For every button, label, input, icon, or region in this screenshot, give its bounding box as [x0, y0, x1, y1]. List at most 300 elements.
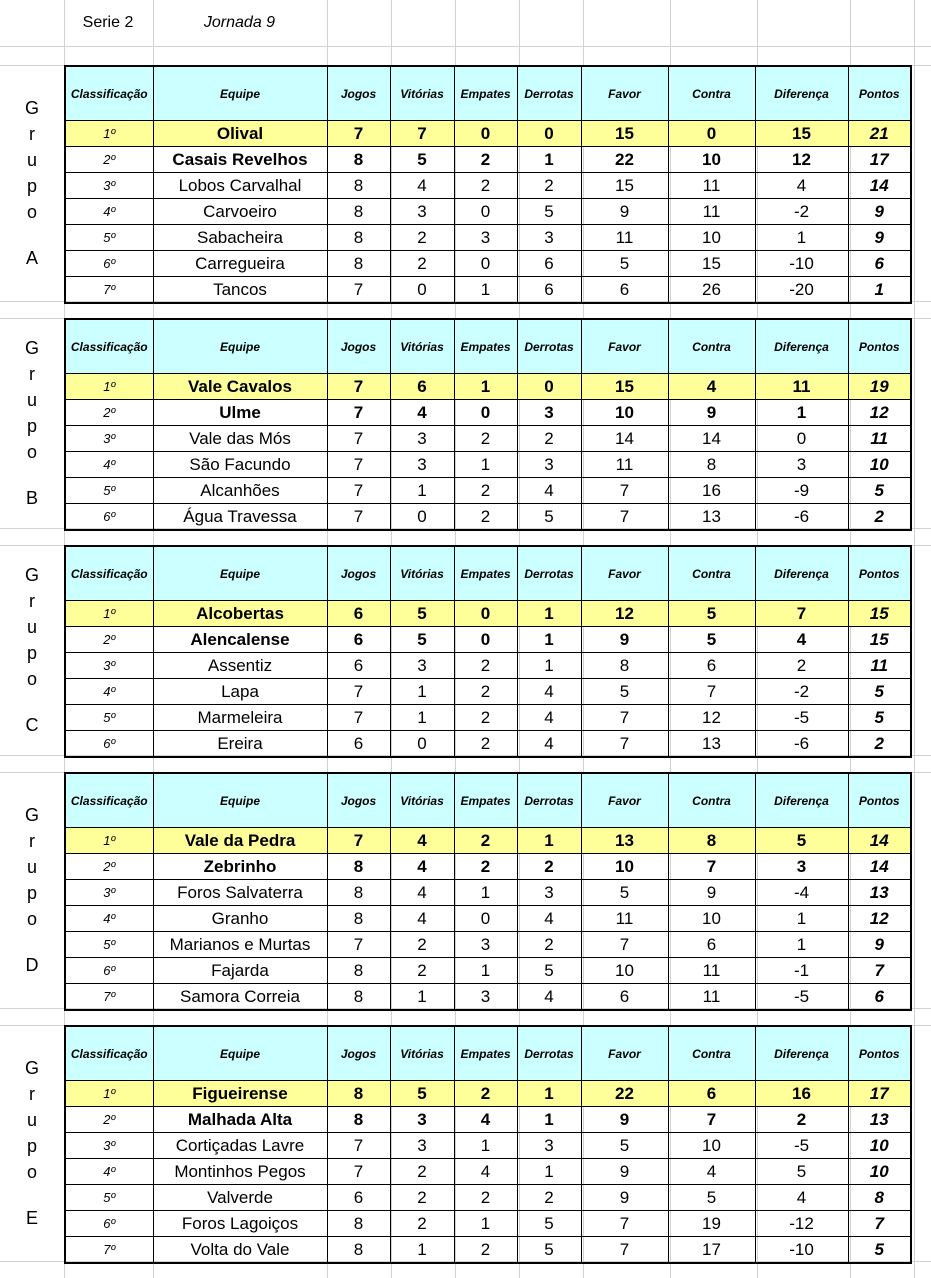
stat-cell: 2 [454, 147, 517, 173]
stat-cell: 8 [581, 653, 668, 679]
serie-label: Serie 2 [82, 14, 134, 31]
stat-cell: 4 [390, 173, 454, 199]
position-cell: 3º [65, 880, 153, 906]
points-cell: 5 [848, 478, 911, 504]
stat-cell: 5 [755, 1159, 848, 1185]
column-header: Empates [454, 546, 517, 601]
stat-cell: 12 [581, 601, 668, 627]
stat-cell: 16 [668, 478, 755, 504]
stat-cell: 4 [454, 1107, 517, 1133]
stat-cell: 8 [327, 906, 390, 932]
stat-cell: 10 [581, 958, 668, 984]
team-name-cell: Alcanhões [153, 478, 327, 504]
table-row [65, 653, 911, 679]
stat-cell: 13 [581, 828, 668, 854]
stat-cell: -9 [755, 478, 848, 504]
stat-cell: 2 [454, 705, 517, 731]
position-cell: 2º [65, 400, 153, 426]
column-header: Equipe [153, 66, 327, 121]
group-label-letter: G [24, 97, 39, 118]
stat-cell: 2 [454, 173, 517, 199]
points-cell: 11 [848, 426, 911, 452]
stat-cell: 1 [517, 1081, 581, 1107]
stat-cell: 3 [755, 854, 848, 880]
stat-cell: 3 [390, 199, 454, 225]
group-label-letter: r [29, 830, 35, 851]
stat-cell: 7 [581, 1237, 668, 1264]
stat-cell: 4 [454, 1159, 517, 1185]
points-cell: 9 [848, 199, 911, 225]
team-name-cell: Vale Cavalos [153, 374, 327, 400]
table-header-row [65, 319, 911, 374]
group-label-letter: u [26, 616, 37, 637]
position-cell: 4º [65, 1159, 153, 1185]
table-row [65, 958, 911, 984]
points-cell: 21 [848, 121, 911, 147]
position-cell: 7º [65, 1237, 153, 1264]
points-cell: 10 [848, 1133, 911, 1159]
column-header: Equipe [153, 546, 327, 601]
stat-cell: 8 [668, 828, 755, 854]
points-cell: 13 [848, 1107, 911, 1133]
stat-cell: 0 [454, 251, 517, 277]
stat-cell: 3 [390, 653, 454, 679]
stat-cell: 17 [668, 1237, 755, 1264]
table-row [65, 400, 911, 426]
stat-cell: 7 [327, 400, 390, 426]
column-header: Derrotas [517, 1026, 581, 1081]
column-header: Favor [581, 546, 668, 601]
stat-cell: 1 [454, 374, 517, 400]
stat-cell: 6 [327, 653, 390, 679]
stat-cell: 7 [581, 705, 668, 731]
position-cell: 1º [65, 121, 153, 147]
column-header: Jogos [327, 1026, 390, 1081]
stat-cell: 5 [581, 1133, 668, 1159]
stat-cell: 1 [390, 705, 454, 731]
position-cell: 4º [65, 452, 153, 478]
group-label [0, 802, 64, 978]
stat-cell: 9 [668, 880, 755, 906]
team-name-cell: Ereira [153, 731, 327, 758]
stat-cell: 11 [581, 906, 668, 932]
stat-cell: 0 [454, 906, 517, 932]
stat-cell: 6 [668, 1081, 755, 1107]
stat-cell: -6 [755, 504, 848, 531]
stat-cell: 11 [668, 958, 755, 984]
group-letter: E [25, 1207, 38, 1228]
stat-cell: 6 [327, 1185, 390, 1211]
points-cell: 6 [848, 251, 911, 277]
stat-cell: -20 [755, 277, 848, 304]
stat-cell: 4 [755, 627, 848, 653]
group-label [0, 335, 64, 511]
column-header: Diferença [755, 319, 848, 374]
stat-cell: 4 [390, 828, 454, 854]
points-cell: 11 [848, 653, 911, 679]
stat-cell: 7 [581, 478, 668, 504]
stat-cell: 4 [517, 478, 581, 504]
stat-cell: 3 [454, 932, 517, 958]
position-cell: 7º [65, 277, 153, 304]
column-header: Pontos [848, 773, 911, 828]
group-letter: A [25, 247, 38, 268]
team-name-cell: Alcobertas [153, 601, 327, 627]
table-header-row [65, 66, 911, 121]
grid-row-line [0, 46, 931, 47]
stat-cell: 5 [668, 627, 755, 653]
position-cell: 3º [65, 426, 153, 452]
group-standings-table [64, 1025, 912, 1264]
stat-cell: 13 [668, 731, 755, 758]
stat-cell: 7 [668, 1107, 755, 1133]
table-row [65, 374, 911, 400]
position-cell: 1º [65, 828, 153, 854]
stat-cell: 7 [327, 121, 390, 147]
stat-cell: 7 [327, 1159, 390, 1185]
group-standings-table [64, 318, 912, 531]
stat-cell: 8 [327, 1211, 390, 1237]
stat-cell: -10 [755, 251, 848, 277]
points-cell: 17 [848, 147, 911, 173]
stat-cell: 2 [755, 653, 848, 679]
column-header: Classificação [65, 1026, 153, 1081]
team-name-cell: Volta do Vale [153, 1237, 327, 1264]
points-cell: 14 [848, 854, 911, 880]
stat-cell: 11 [668, 173, 755, 199]
group-label [0, 1055, 64, 1231]
team-name-cell: Foros Salvaterra [153, 880, 327, 906]
table-row [65, 173, 911, 199]
table-row [65, 880, 911, 906]
position-cell: 5º [65, 932, 153, 958]
group-label-letter: p [26, 415, 37, 436]
team-name-cell: Casais Revelhos [153, 147, 327, 173]
stat-cell: 0 [755, 426, 848, 452]
group-standings-table [64, 772, 912, 1011]
jornada-label: Jornada 9 [203, 14, 276, 31]
group-label-letter: r [29, 1083, 35, 1104]
stat-cell: 5 [581, 880, 668, 906]
team-name-cell: Lapa [153, 679, 327, 705]
position-cell: 3º [65, 173, 153, 199]
stat-cell: 0 [517, 374, 581, 400]
column-header: Derrotas [517, 66, 581, 121]
stat-cell: 4 [517, 984, 581, 1011]
points-cell: 5 [848, 1237, 911, 1264]
stat-cell: 3 [517, 1133, 581, 1159]
position-cell: 7º [65, 984, 153, 1011]
column-header: Pontos [848, 1026, 911, 1081]
stat-cell: 7 [327, 478, 390, 504]
stat-cell: 5 [517, 504, 581, 531]
group-standings-table [64, 65, 912, 304]
stat-cell: 5 [581, 679, 668, 705]
points-cell: 8 [848, 1185, 911, 1211]
column-header: Empates [454, 66, 517, 121]
table-header-row [65, 1026, 911, 1081]
team-name-cell: Lobos Carvalhal [153, 173, 327, 199]
stat-cell: 5 [755, 828, 848, 854]
stat-cell: 3 [454, 984, 517, 1011]
stat-cell: 15 [581, 374, 668, 400]
stat-cell: 4 [517, 906, 581, 932]
stat-cell: 4 [668, 1159, 755, 1185]
stat-cell: 1 [390, 679, 454, 705]
group-label-letter: r [29, 363, 35, 384]
team-name-cell: Marianos e Murtas [153, 932, 327, 958]
column-header: Classificação [65, 546, 153, 601]
stat-cell: 1 [390, 984, 454, 1011]
points-cell: 12 [848, 906, 911, 932]
column-header: Jogos [327, 319, 390, 374]
points-cell: 10 [848, 1159, 911, 1185]
stat-cell: 1 [517, 601, 581, 627]
stat-cell: 14 [581, 426, 668, 452]
stat-cell: 1 [454, 1211, 517, 1237]
stat-cell: 2 [454, 731, 517, 758]
stat-cell: 5 [517, 1211, 581, 1237]
stat-cell: 7 [327, 932, 390, 958]
stat-cell: 2 [454, 653, 517, 679]
group-label-letter: u [26, 149, 37, 170]
group-label-letter: p [26, 882, 37, 903]
stat-cell: 4 [390, 880, 454, 906]
stat-cell: 2 [454, 1237, 517, 1264]
points-cell: 9 [848, 225, 911, 251]
stat-cell: 2 [454, 1185, 517, 1211]
position-cell: 5º [65, 478, 153, 504]
stat-cell: 11 [755, 374, 848, 400]
table-row [65, 984, 911, 1011]
column-header: Favor [581, 66, 668, 121]
stat-cell: 6 [327, 601, 390, 627]
points-cell: 2 [848, 731, 911, 758]
stat-cell: 3 [517, 880, 581, 906]
stat-cell: 7 [581, 1211, 668, 1237]
points-cell: 15 [848, 601, 911, 627]
team-name-cell: Figueirense [153, 1081, 327, 1107]
stat-cell: -10 [755, 1237, 848, 1264]
column-header: Empates [454, 319, 517, 374]
stat-cell: 3 [517, 400, 581, 426]
team-name-cell: Assentiz [153, 653, 327, 679]
column-header: Favor [581, 1026, 668, 1081]
points-cell: 10 [848, 452, 911, 478]
stat-cell: 7 [390, 121, 454, 147]
table-row [65, 504, 911, 531]
stat-cell: 0 [517, 121, 581, 147]
stat-cell: -5 [755, 705, 848, 731]
table-row [65, 1081, 911, 1107]
points-cell: 19 [848, 374, 911, 400]
stat-cell: 9 [581, 1107, 668, 1133]
stat-cell: 15 [668, 251, 755, 277]
stat-cell: 7 [327, 504, 390, 531]
stat-cell: 6 [668, 932, 755, 958]
stat-cell: 2 [454, 1081, 517, 1107]
stat-cell: -2 [755, 199, 848, 225]
stat-cell: 6 [327, 731, 390, 758]
table-row [65, 705, 911, 731]
stat-cell: 0 [454, 627, 517, 653]
column-header: Vitórias [390, 773, 454, 828]
stat-cell: 0 [454, 199, 517, 225]
column-header: Pontos [848, 546, 911, 601]
table-row [65, 199, 911, 225]
stat-cell: 5 [517, 1237, 581, 1264]
team-name-cell: Vale das Mós [153, 426, 327, 452]
stat-cell: 7 [327, 679, 390, 705]
team-name-cell: Carregueira [153, 251, 327, 277]
stat-cell: 11 [581, 225, 668, 251]
team-name-cell: Cortiçadas Lavre [153, 1133, 327, 1159]
points-cell: 6 [848, 984, 911, 1011]
points-cell: 13 [848, 880, 911, 906]
stat-cell: 26 [668, 277, 755, 304]
stat-cell: 0 [668, 121, 755, 147]
stat-cell: 3 [755, 452, 848, 478]
column-header: Classificação [65, 319, 153, 374]
stat-cell: 6 [517, 277, 581, 304]
position-cell: 4º [65, 199, 153, 225]
group-label-letter: G [24, 804, 39, 825]
stat-cell: 6 [581, 277, 668, 304]
stat-cell: 11 [668, 984, 755, 1011]
stat-cell: 13 [668, 504, 755, 531]
stat-cell: 2 [454, 679, 517, 705]
table-row [65, 731, 911, 758]
position-cell: 6º [65, 958, 153, 984]
stat-cell: 6 [517, 251, 581, 277]
column-header: Pontos [848, 66, 911, 121]
group-label-letter: r [29, 590, 35, 611]
stat-cell: 4 [755, 173, 848, 199]
stat-cell: 3 [390, 452, 454, 478]
position-cell: 6º [65, 251, 153, 277]
stat-cell: 1 [755, 932, 848, 958]
stat-cell: 0 [390, 731, 454, 758]
column-header: Contra [668, 1026, 755, 1081]
stat-cell: 5 [581, 251, 668, 277]
stat-cell: 2 [454, 854, 517, 880]
stat-cell: 2 [390, 1159, 454, 1185]
stat-cell: 2 [517, 854, 581, 880]
stat-cell: 2 [390, 251, 454, 277]
stat-cell: 19 [668, 1211, 755, 1237]
stat-cell: 7 [327, 828, 390, 854]
column-header: Contra [668, 66, 755, 121]
stat-cell: -12 [755, 1211, 848, 1237]
stat-cell: 15 [581, 173, 668, 199]
stat-cell: 2 [755, 1107, 848, 1133]
position-cell: 3º [65, 653, 153, 679]
group-label-letter: p [26, 642, 37, 663]
stat-cell: 4 [668, 374, 755, 400]
group-label [0, 95, 64, 271]
stat-cell: 9 [581, 1185, 668, 1211]
column-header: Diferença [755, 1026, 848, 1081]
stat-cell: 2 [517, 426, 581, 452]
stat-cell: 7 [755, 601, 848, 627]
stat-cell: 15 [581, 121, 668, 147]
table-row [65, 679, 911, 705]
points-cell: 7 [848, 958, 911, 984]
stat-cell: 2 [454, 504, 517, 531]
column-header: Vitórias [390, 66, 454, 121]
stat-cell: 7 [327, 1133, 390, 1159]
table-row [65, 251, 911, 277]
points-cell: 14 [848, 828, 911, 854]
column-header: Pontos [848, 319, 911, 374]
team-name-cell: Tancos [153, 277, 327, 304]
stat-cell: 1 [454, 452, 517, 478]
points-cell: 5 [848, 679, 911, 705]
stat-cell: 7 [581, 504, 668, 531]
column-header: Jogos [327, 66, 390, 121]
column-header: Favor [581, 773, 668, 828]
points-cell: 1 [848, 277, 911, 304]
stat-cell: 1 [454, 277, 517, 304]
stat-cell: 10 [581, 400, 668, 426]
table-row [65, 1133, 911, 1159]
stat-cell: 7 [668, 854, 755, 880]
team-name-cell: Granho [153, 906, 327, 932]
stat-cell: 11 [668, 199, 755, 225]
stat-cell: 8 [327, 251, 390, 277]
stat-cell: 1 [390, 1237, 454, 1264]
group-label-letter: G [24, 337, 39, 358]
stat-cell: 4 [517, 679, 581, 705]
table-row [65, 452, 911, 478]
position-cell: 6º [65, 1211, 153, 1237]
position-cell: 2º [65, 627, 153, 653]
column-header: Vitórias [390, 1026, 454, 1081]
stat-cell: 3 [390, 1107, 454, 1133]
stat-cell: -1 [755, 958, 848, 984]
points-cell: 12 [848, 400, 911, 426]
table-header-row [65, 773, 911, 828]
column-header: Derrotas [517, 319, 581, 374]
stat-cell: 1 [755, 225, 848, 251]
position-cell: 1º [65, 374, 153, 400]
column-header: Derrotas [517, 773, 581, 828]
stat-cell: 22 [581, 1081, 668, 1107]
stat-cell: 7 [327, 426, 390, 452]
group-letter: D [25, 954, 39, 975]
stat-cell: 8 [327, 880, 390, 906]
stat-cell: 5 [517, 958, 581, 984]
stat-cell: 7 [327, 277, 390, 304]
stat-cell: 0 [454, 601, 517, 627]
stat-cell: 5 [390, 147, 454, 173]
stat-cell: 4 [390, 400, 454, 426]
team-name-cell: Alencalense [153, 627, 327, 653]
team-name-cell: Fajarda [153, 958, 327, 984]
stat-cell: 8 [327, 147, 390, 173]
stat-cell: 8 [327, 173, 390, 199]
stat-cell: 6 [668, 653, 755, 679]
group-label-letter: o [26, 908, 37, 929]
stat-cell: 8 [327, 1237, 390, 1264]
stat-cell: 1 [390, 478, 454, 504]
stat-cell: 6 [327, 627, 390, 653]
position-cell: 6º [65, 504, 153, 531]
team-name-cell: Malhada Alta [153, 1107, 327, 1133]
column-header: Equipe [153, 319, 327, 374]
column-header: Vitórias [390, 319, 454, 374]
stat-cell: 1 [755, 906, 848, 932]
